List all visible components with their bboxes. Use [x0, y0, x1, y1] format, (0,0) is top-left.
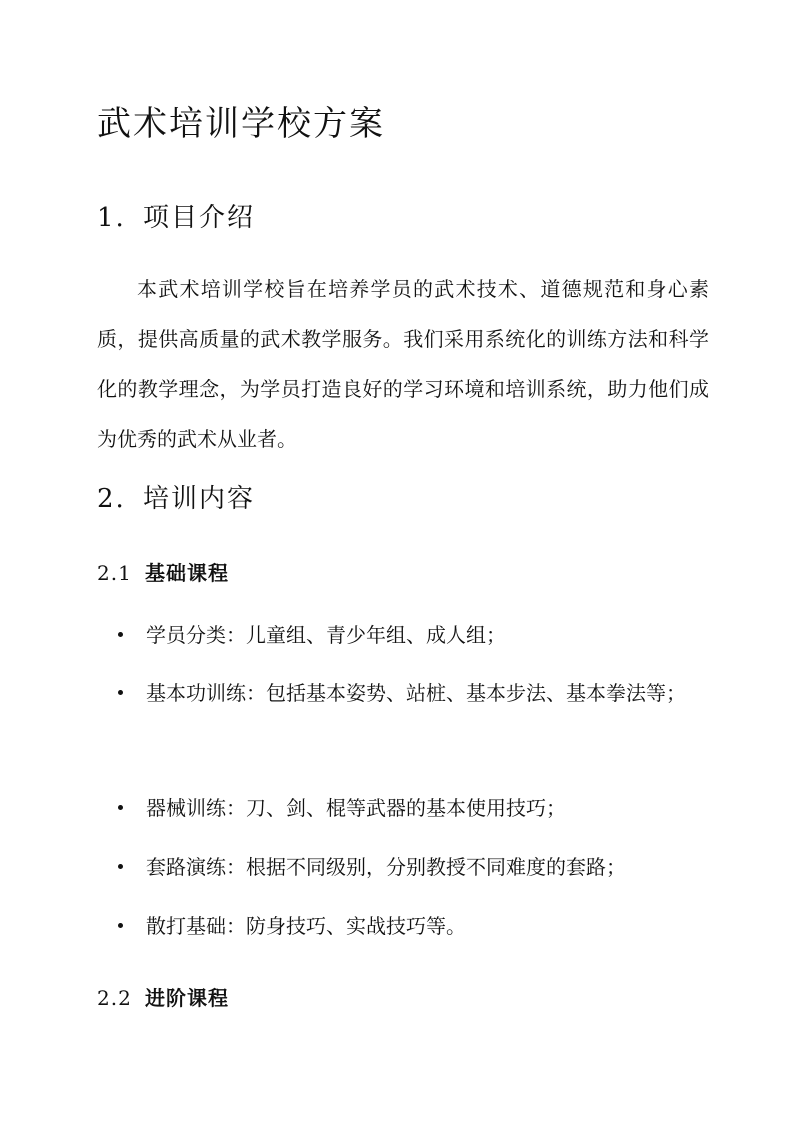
- list-item: [118, 901, 698, 951]
- subsection-2-1-title: 基础课程: [145, 561, 229, 585]
- list-item-text: 基本功训练：包括基本姿势、站桩、基本步法、基本拳法等；: [146, 681, 686, 705]
- list-item-text: 套路演练：根据不同级别，分别教授不同难度的套路；: [146, 855, 626, 879]
- list-item: [118, 783, 698, 833]
- list-item-text: 器械训练：刀、剑、棍等武器的基本使用技巧；: [146, 796, 566, 820]
- section-1-number: 1.: [97, 203, 126, 233]
- subsection-2-1-heading: [97, 557, 229, 586]
- list-item-text: 散打基础：防身技巧、实战技巧等。: [146, 914, 466, 938]
- document-title: 武术培训学校方案: [97, 104, 385, 144]
- section-1-title: 项目介绍: [143, 203, 256, 233]
- subsection-2-2-number: 2.2: [97, 986, 132, 1010]
- list-item-text: 学员分类：儿童组、青少年组、成人组；: [146, 623, 506, 647]
- subsection-2-2-title: 进阶课程: [145, 986, 229, 1010]
- bullet-icon: [118, 805, 123, 810]
- section-1-paragraph: 本武术培训学校旨在培养学员的武术技术、道德规范和身心素质，提供高质量的武术教学服务。我们采用系统化的训练方法和科学化的教学理念，为学员打造良好的学习环境和培训系统，助力他们成为优秀的武术从业者。: [97, 277, 709, 451]
- list-item: [118, 668, 698, 718]
- bullet-icon: [118, 864, 123, 869]
- bullet-icon: [118, 690, 123, 695]
- section-2-heading: [97, 478, 255, 515]
- section-2-number: 2.: [97, 484, 126, 514]
- subsection-2-1-number: 2.1: [97, 561, 132, 585]
- list-item: [118, 610, 698, 660]
- section-2-title: 培训内容: [143, 484, 256, 514]
- section-1-heading: [97, 197, 255, 234]
- list-item: [118, 842, 698, 892]
- subsection-2-2-heading: [97, 982, 229, 1011]
- bullet-icon: [118, 923, 123, 928]
- bullet-icon: [118, 632, 123, 637]
